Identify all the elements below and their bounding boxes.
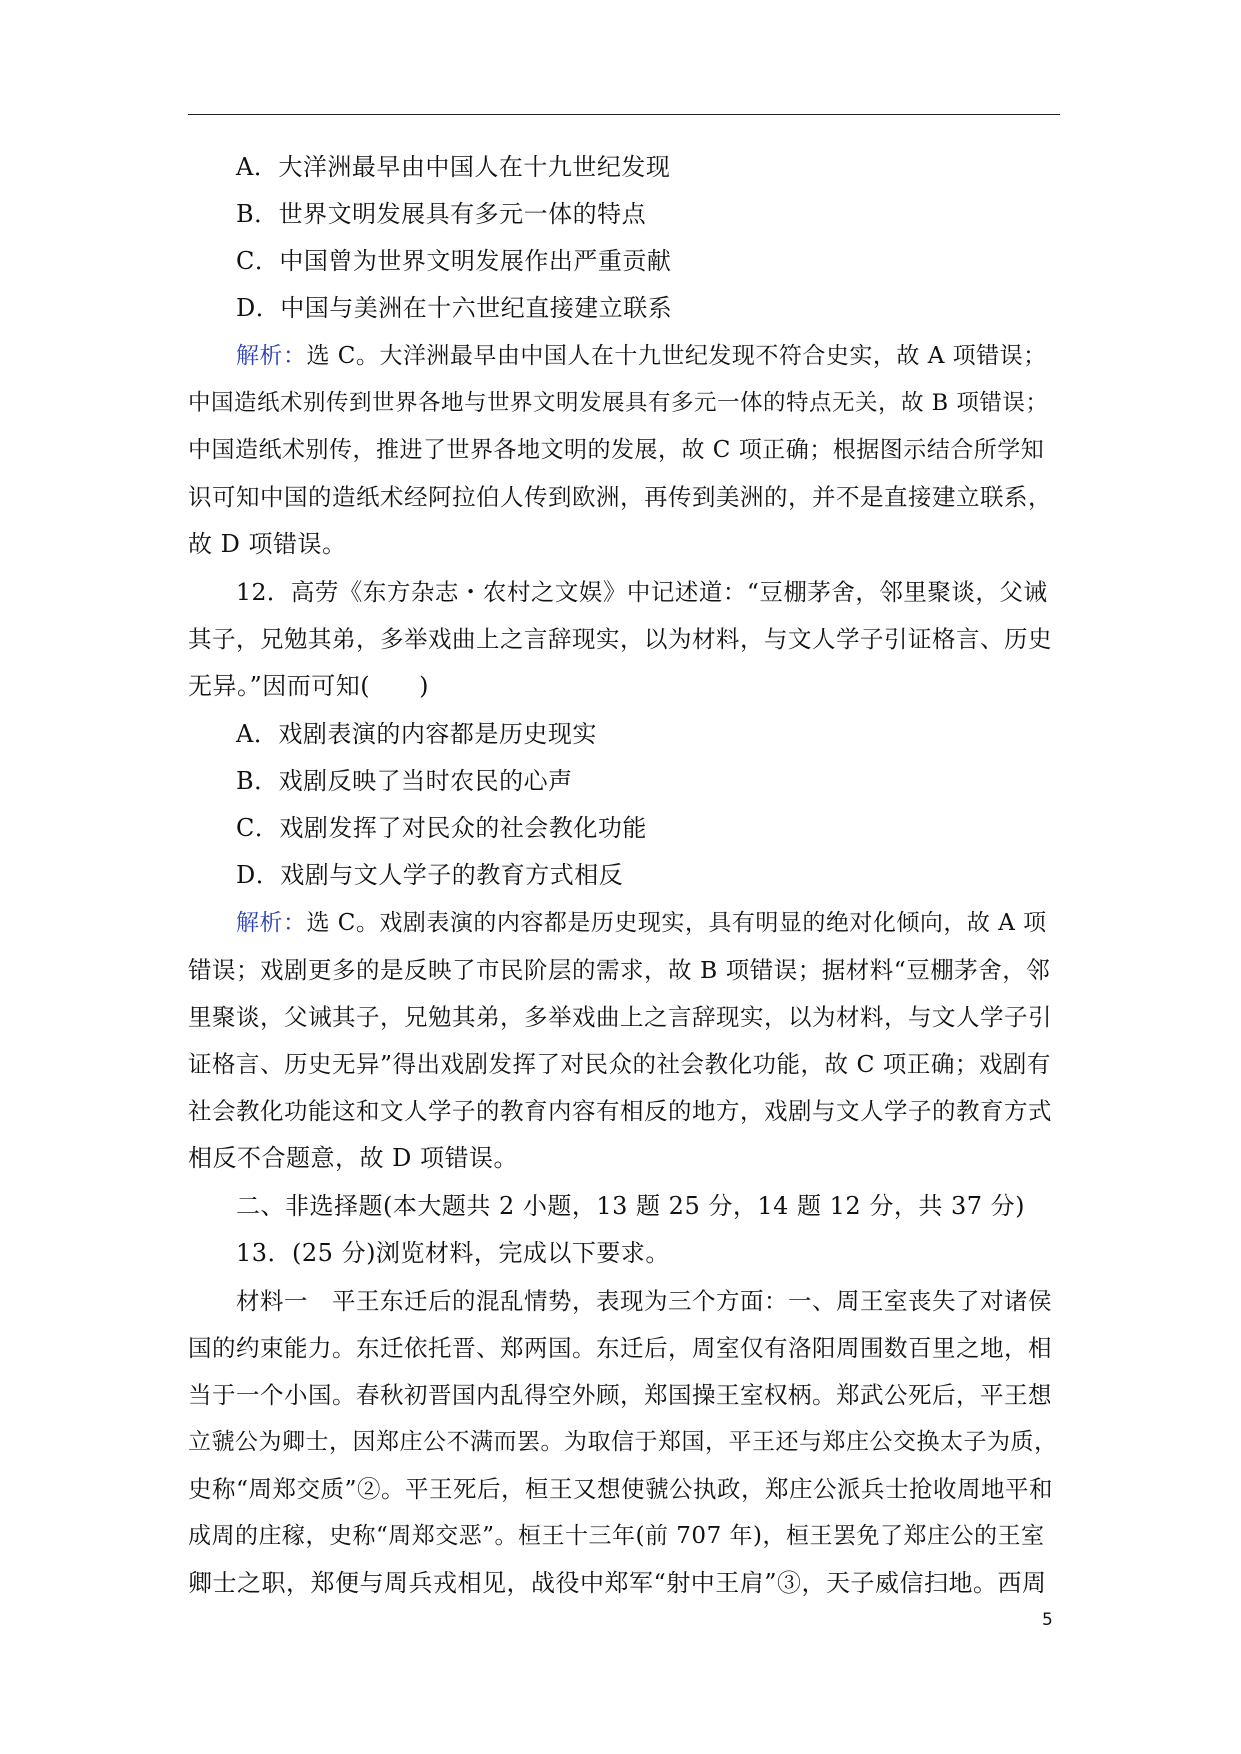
q13-stem: 13．(25 分)浏览材料，完成以下要求。 — [236, 1239, 670, 1267]
q12-option-b: B．戏剧反映了当时农民的心声 — [236, 767, 573, 795]
q11-analysis-line-1: 解析：选 C。大洋洲最早由中国人在十九世纪发现不符合史实，故 A 项错误； — [236, 343, 1047, 369]
header-rule — [188, 114, 1060, 115]
material-line-3: 当于一个小国。春秋初晋国内乱得空外顾，郑国操王室权柄。郑武公死后，平王想 — [188, 1381, 1052, 1409]
q12-analysis-line-6: 相反不合题意，故 D 项错误。 — [188, 1144, 518, 1172]
q12-analysis-line-4: 证格言、历史无异”得出戏剧发挥了对民众的社会教化功能，故 C 项正确；戏剧有 — [188, 1050, 1051, 1078]
analysis-label: 解析： — [236, 910, 307, 936]
q12-analysis-line-1: 解析：选 C。戏剧表演的内容都是历史现实，具有明显的绝对化倾向，故 A 项 — [236, 910, 1047, 936]
q11-analysis-line-3: 中国造纸术别传，推进了世界各地文明的发展，故 C 项正确；根据图示结合所学知 — [188, 437, 1045, 463]
q11-option-b: B．世界文明发展具有多元一体的特点 — [236, 200, 647, 228]
q11-option-c: C．中国曾为世界文明发展作出严重贡献 — [236, 247, 672, 275]
section-heading: 二、非选择题(本大题共 2 小题，13 题 25 分，14 题 12 分，共 37 分) — [236, 1192, 1025, 1220]
material-line-4: 立虢公为卿士，因郑庄公不满而罢。为取信于郑国，平王还与郑庄公交换太子为质， — [188, 1429, 1058, 1455]
q12-option-d: D．戏剧与文人学子的教育方式相反 — [236, 861, 624, 889]
q12-option-a: A．戏剧表演的内容都是历史现实 — [236, 720, 597, 748]
q11-analysis-line-2: 中国造纸术别传到世界各地与世界文明发展具有多元一体的特点无关，故 B 项错误； — [188, 390, 1049, 416]
material-line-6: 成周的庄稼，史称“周郑交恶”。桓王十三年(前 707 年)，桓王罢免了郑庄公的王室 — [188, 1523, 1045, 1549]
q12-stem-line-1: 12．高劳《东方杂志・农村之文娱》中记述道：“豆棚茅舍，邻里聚谈，父诫 — [236, 578, 1048, 606]
q12-analysis-line-2: 错误；戏剧更多的是反映了市民阶层的需求，故 B 项错误；据材料“豆棚茅舍，邻 — [188, 956, 1051, 984]
material-line-7: 卿士之职，郑便与周兵戎相见，战役中郑军“射中王肩”③，天子威信扫地。西周 — [188, 1569, 1047, 1597]
q11-option-d: D．中国与美洲在十六世纪直接建立联系 — [236, 294, 673, 322]
q11-option-a: A．大洋洲最早由中国人在十九世纪发现 — [236, 153, 671, 181]
q12-option-c: C．戏剧发挥了对民众的社会教化功能 — [236, 814, 647, 842]
q11-analysis-line-5: 故 D 项错误。 — [188, 530, 347, 558]
analysis-label: 解析： — [236, 343, 307, 369]
q12-stem-line-3: 无异。”因而可知( ) — [188, 672, 429, 700]
material-line-2: 国的约束能力。东迁依托晋、郑两国。东迁后，周室仅有洛阳周围数百里之地，相 — [188, 1334, 1052, 1362]
q11-analysis-line-4: 识可知中国的造纸术经阿拉伯人传到欧洲，再传到美洲的，并不是直接建立联系， — [188, 483, 1052, 511]
material-line-1: 材料一 平王东迁后的混乱情势，表现为三个方面：一、周王室丧失了对诸侯 — [236, 1287, 1052, 1315]
q12-analysis-line-5: 社会教化功能这和文人学子的教育内容有相反的地方，戏剧与文人学子的教育方式 — [188, 1097, 1052, 1125]
page-number: 5 — [1042, 1610, 1053, 1630]
q12-analysis-line-3: 里聚谈，父诫其子，兄勉其弟，多举戏曲上之言辞现实，以为材料，与文人学子引 — [188, 1003, 1052, 1031]
q12-stem-line-2: 其子，兄勉其弟，多举戏曲上之言辞现实，以为材料，与文人学子引证格言、历史 — [188, 625, 1052, 653]
material-line-5: 史称“周郑交质”②。平王死后，桓王又想使虢公执政，郑庄公派兵士抢收周地平和 — [188, 1475, 1054, 1503]
